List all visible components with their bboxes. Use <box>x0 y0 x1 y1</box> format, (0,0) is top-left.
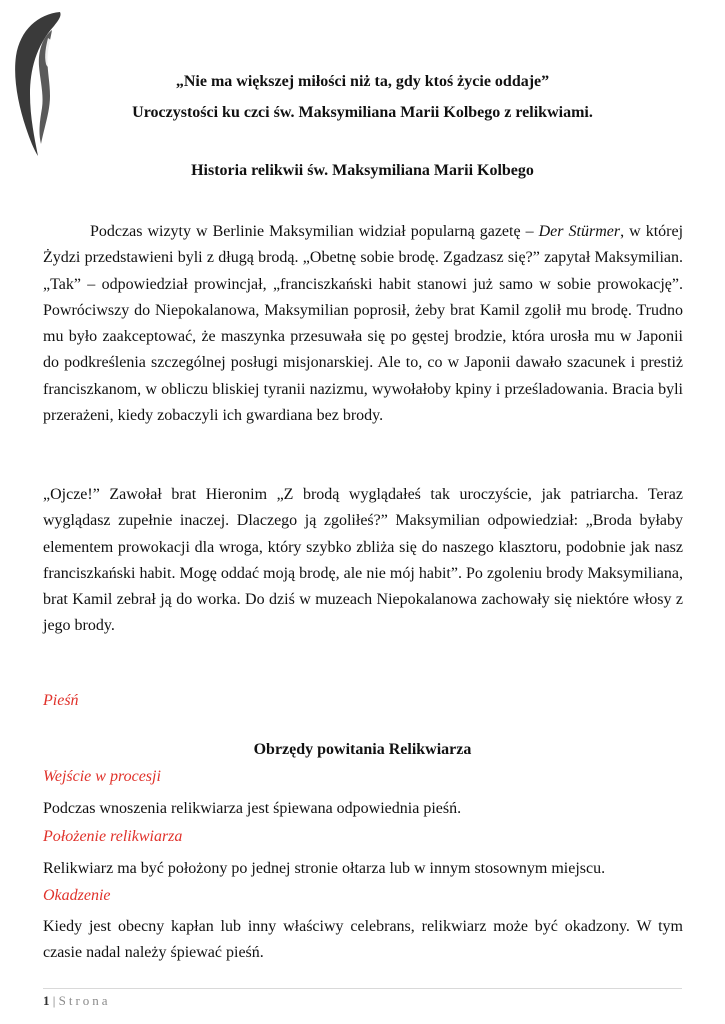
page-word: Strona <box>58 993 111 1008</box>
rite-title: Obrzędy powitania Relikwiarza <box>253 741 472 758</box>
placement-heading: Położenie relikwiarza <box>43 828 183 845</box>
song-label: Pieśń <box>43 692 79 709</box>
footer-divider <box>43 988 682 989</box>
incense-heading: Okadzenie <box>43 887 111 904</box>
entry-text: Podczas wnoszenia relikwiarza jest śpiewana odpowiednia pieśń. <box>43 800 462 817</box>
footer-separator: | <box>52 993 56 1008</box>
placement-text: Relikwiarz ma być położony po jednej stronie ołtarza lub w innym stosownym miejscu. <box>43 860 606 877</box>
title-event: Uroczystości ku czci św. Maksymiliana Marii Kolbego z relikwiami. <box>132 104 593 121</box>
page-number: 1 <box>43 993 50 1008</box>
section-title-history: Historia relikwii św. Maksymiliana Marii Kolbego <box>191 162 534 179</box>
newspaper-title: Der Stürmer <box>538 223 621 240</box>
history-p1-rest: , w której Żydzi przedstawieni byli z długą brodą. „Obetnę sobie brodę. Zgadzasz się?” zapytał Maksymilian. „Tak” – odpowiedział prowincjał, „franciszkański habit stanowi już samo w sobie prowokację”. Powróciwszy do Niepokalanowa, Maksymilian poprosił, żeby brat Kamil zgolił mu brodę. Trudno mu było zaakceptować, że maszynka przesuwała się po gęstej brodzie, która urosła mu w Japonii do podkreślenia szczególnej posługi misjonarskiej. Ale to, co w Japonii dawało szacunek i prestiż franciszkanom, w obliczu bliskiej tyranii nazizmu, wywołałoby kpiny i prześladowania. Bracia byli przerażeni, kiedy zobaczyli ich gwardiana bez brody. <box>43 223 684 425</box>
history-paragraph-2: „Ojcze!” Zawołał brat Hieronim „Z brodą wyglądałeś tak uroczyście, jak patriarcha. Teraz wyglądasz zupełnie inaczej. Dlaczego ją zgoliłeś?” Maksymilian odpowiedział: „Broda byłaby elementem prowokacji dla wroga, który szybko zbliża się do naszego klasztoru, podobnie jak nasz franciszkański habit. Mogę oddać moją brodę, ale nie mój habit”. Po zgoleniu brody Maksymiliana, brat Kamil zebrał ją do worka. Do dziś w muzeach Niepokalanowa zachowały się niektóre włosy z jego brody. <box>43 486 683 635</box>
entry-heading: Wejście w procesji <box>43 768 161 785</box>
page-footer <box>43 993 111 1009</box>
title-quote: „Nie ma większej miłości niż ta, gdy ktoś życie oddaje” <box>175 73 550 90</box>
history-paragraph-1 <box>43 219 683 429</box>
incense-text: Kiedy jest obecny kapłan lub inny właściwy celebrans, relikwiarz może być okadzony. W tym czasie nadal należy śpiewać pieśń. <box>43 918 683 962</box>
history-p1-start: Podczas wizyty w Berlinie Maksymilian widział popularną gazetę – <box>90 223 539 240</box>
